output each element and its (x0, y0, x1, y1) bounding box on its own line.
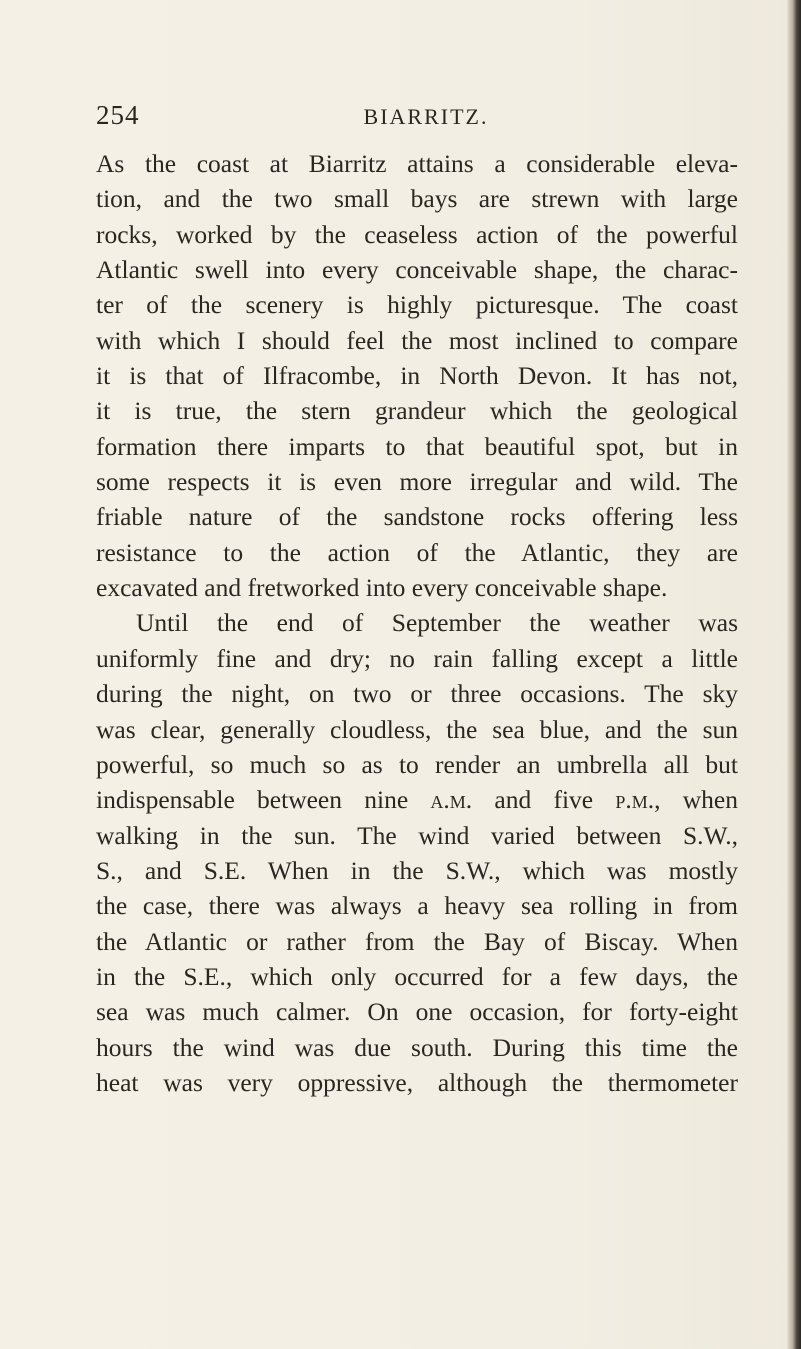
text-line: friable nature of the sandstone rocks offering less (96, 502, 738, 532)
text-line: resistance to the action of the Atlantic, they are (96, 537, 738, 567)
running-title: BIARRITZ. (363, 104, 489, 129)
text-line: during the night, on two or three occasions. The sky (96, 679, 738, 709)
text-line: excavated and fretworked into every conceivable shape. (96, 573, 668, 603)
text-line: Until the end of September the weather was (136, 608, 738, 638)
text-line: heat was very oppressive, although the thermometer (96, 1067, 738, 1097)
text-line: powerful, so much so as to render an umbrella all but (96, 749, 738, 779)
text-line: was clear, generally cloudless, the sea blue, and the sun (96, 714, 738, 744)
text-line: some respects it is even more irregular and wild. The (96, 467, 738, 497)
page-number: 254 (96, 100, 140, 130)
text-line: formation there imparts to that beautiful spot, but in (96, 431, 738, 461)
text-line: As the coast at Biarritz attains a considerable eleva- (96, 149, 738, 178)
page-edge-shadow (787, 0, 801, 1349)
text-line: the Atlantic or rather from the Bay of Biscay. When (96, 926, 738, 956)
text-line: it is that of Ilfracombe, in North Devon. It has not, (96, 361, 738, 391)
text-line: it is true, the stern grandeur which the geological (96, 396, 738, 426)
text-line: sea was much calmer. On one occasion, for forty-eight (96, 997, 738, 1027)
text-line: ter of the scenery is highly picturesque. The coast (96, 290, 738, 320)
text-line: uniformly fine and dry; no rain falling except a little (96, 643, 738, 673)
text-line: indispensable between nine a.m. and five p.m., when (96, 785, 738, 815)
body-text (96, 146, 738, 1100)
text-line: tion, and the two small bays are strewn with large (96, 184, 738, 214)
text-line: walking in the sun. The wind varied between S.W., (96, 820, 738, 850)
text-line: in the S.E., which only occurred for a few days, the (96, 961, 738, 991)
text-line: with which I should feel the most inclined to compare (96, 325, 738, 355)
text-line: S., and S.E. When in the S.W., which was mostly (96, 855, 738, 885)
text-line: rocks, worked by the ceaseless action of the powerful (96, 219, 738, 249)
text-line: the case, there was always a heavy sea rolling in from (96, 891, 738, 921)
text-line: hours the wind was due south. During this time the (96, 1032, 738, 1062)
text-line: Atlantic swell into every conceivable shape, the charac- (96, 255, 738, 285)
running-head (96, 100, 736, 140)
